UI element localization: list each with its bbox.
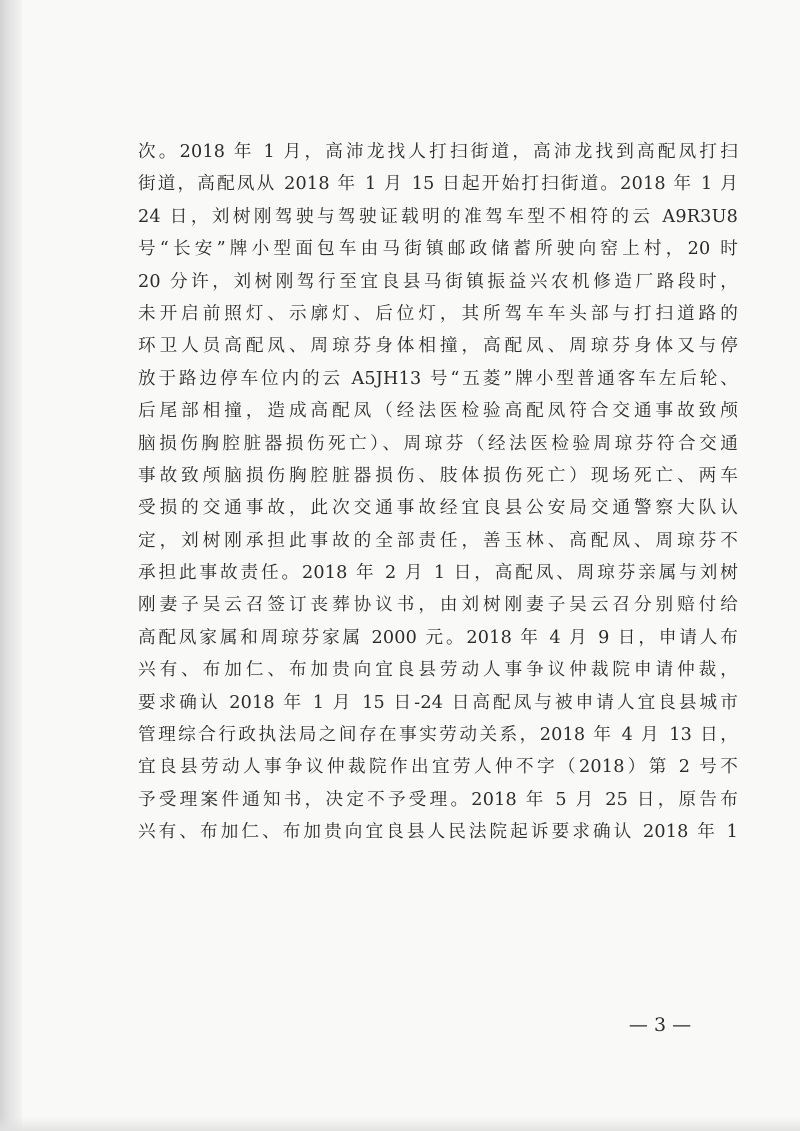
text-line-3: 24 日，刘树刚驾驶与驾驶证载明的准驾车型不相符的云 A9R3U8: [138, 206, 738, 227]
body-text: [138, 136, 738, 849]
text-line-12: 受损的交通事故，此次交通事故经宜良县公安局交通警察大队认: [138, 498, 738, 519]
text-line-16: 高配凤家属和周琼芬家属 2000 元。2018 年 4 月 9 日，申请人布: [138, 627, 738, 648]
scan-shadow-edge: [0, 0, 22, 1131]
text-line-6: 未开启前照灯、示廓灯、后位灯，其所驾车车头部与打扫道路的: [138, 303, 738, 324]
text-line-7: 环卫人员高配凤、周琼芬身体相撞，高配凤、周琼芬身体又与停: [138, 336, 738, 357]
text-line-10: 脑损伤胸腔脏器损伤死亡）、周琼芬（经法医检验周琼芬符合交通: [138, 433, 738, 454]
text-line-9: 后尾部相撞，造成高配凤（经法医检验高配凤符合交通事故致颅: [138, 401, 738, 422]
text-line-13: 定，刘树刚承担此事故的全部责任，善玉林、高配凤、周琼芬不: [138, 530, 738, 551]
text-line-15: 刚妻子吴云召签订丧葬协议书，由刘树刚妻子吴云召分别赔付给: [138, 595, 738, 616]
text-line-17: 兴有、布加仁、布加贵向宜良县劳动人事争议仲裁院申请仲裁，: [138, 660, 738, 681]
text-line-1: 次。2018 年 1 月，高沛龙找人打扫街道，高沛龙找到高配凤打扫: [138, 142, 738, 162]
page-number: — 3 —: [628, 1014, 692, 1036]
scan-shadow-bottom: [0, 1117, 800, 1131]
text-line-11: 事故致颅脑损伤胸腔脏器损伤、肢体损伤死亡）现场死亡、两车: [138, 465, 738, 486]
text-line-2: 街道，高配凤从 2018 年 1 月 15 日起开始打扫街道。2018 年 1 月: [138, 174, 738, 195]
text-line-14: 承担此事故责任。2018 年 2 月 1 日，高配凤、周琼芬亲属与刘树: [138, 563, 738, 584]
text-line-21: 予受理案件通知书，决定不予受理。2018 年 5 月 25 日，原告布: [138, 789, 738, 810]
text-line-5: 20 分许，刘树刚驾行至宜良县马街镇振益兴农机修造厂路段时，: [138, 271, 738, 292]
text-line-4: 号“长安”牌小型面包车由马街镇邮政储蓄所驶向窑上村，20 时: [138, 239, 738, 260]
text-line-8: 放于路边停车位内的云 A5JH13 号“五菱”牌小型普通客车左后轮、: [138, 368, 738, 389]
text-line-22: 兴有、布加仁、布加贵向宜良县人民法院起诉要求确认 2018 年 1: [138, 822, 738, 843]
text-line-18: 要求确认 2018 年 1 月 15 日-24 日高配凤与被申请人宜良县城市: [138, 692, 738, 713]
text-line-19: 管理综合行政执法局之间存在事实劳动关系，2018 年 4 月 13 日，: [138, 725, 738, 746]
text-line-20: 宜良县劳动人事争议仲裁院作出宜劳人仲不字（2018）第 2 号不: [138, 757, 738, 778]
